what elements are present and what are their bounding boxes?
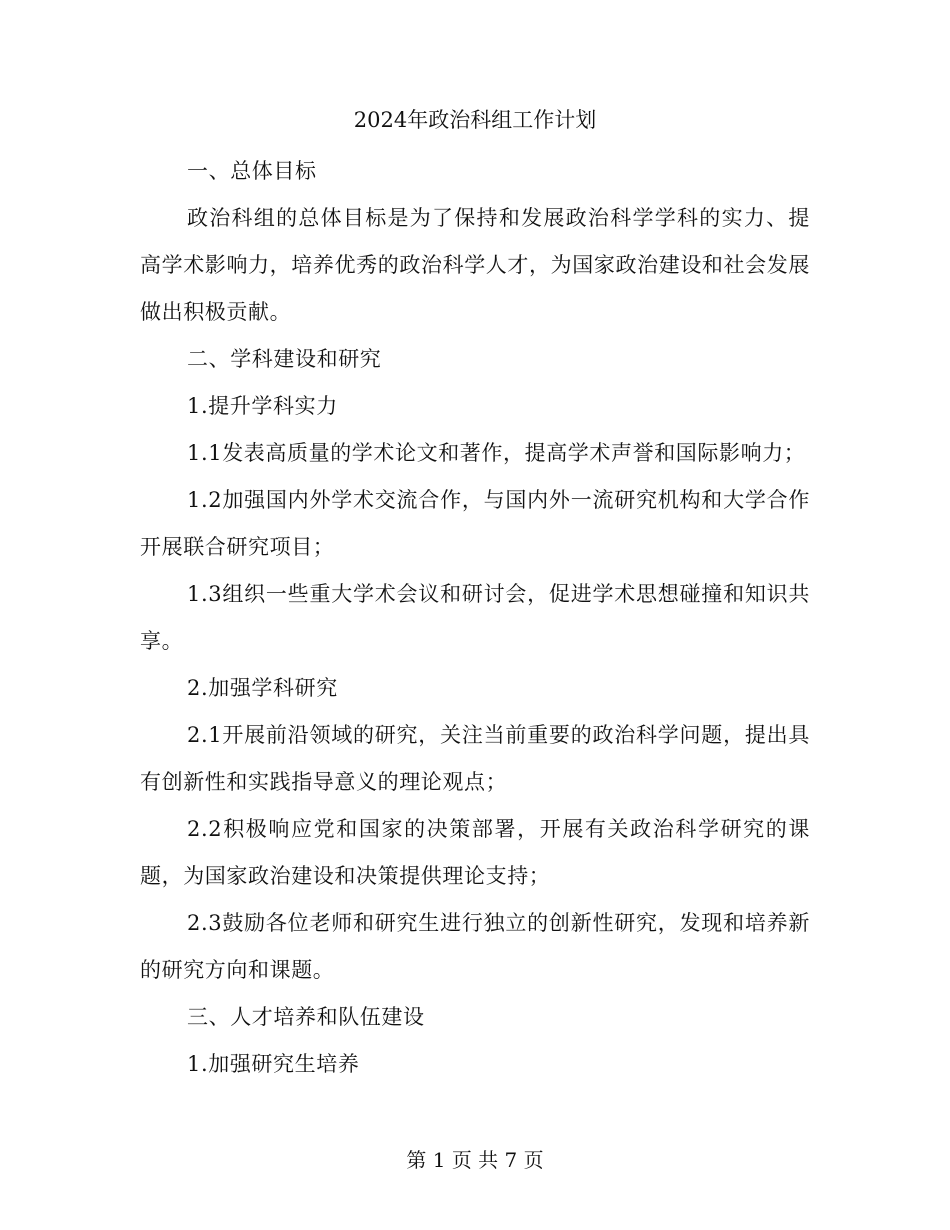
section-heading-overall-goals: 一、总体目标 xyxy=(187,159,317,183)
list-item-1-2: 1.2加强国内外学术交流合作，与国内外一流研究机构和大学合作开展联合研究项目； xyxy=(140,488,810,559)
list-item-2-3: 2.3鼓励各位老师和研究生进行独立的创新性研究，发现和培养新的研究方向和课题。 xyxy=(140,911,810,982)
list-item-2-2: 2.2积极响应党和国家的决策部署，开展有关政治科学研究的课题，为国家政治建设和决策提供理论支持； xyxy=(140,817,810,888)
document-body xyxy=(140,148,810,1088)
section-heading-discipline-research: 二、学科建设和研究 xyxy=(187,347,382,371)
paragraph-overall-goals: 政治科组的总体目标是为了保持和发展政治科学学科的实力、提高学术影响力，培养优秀的政治科学人才，为国家政治建设和社会发展做出积极贡献。 xyxy=(140,206,810,324)
subheading-strengthen-research: 2.加强学科研究 xyxy=(187,676,338,700)
document-title: 2024年政治科组工作计划 xyxy=(353,108,597,132)
list-item-1-3: 1.3组织一些重大学术会议和研讨会，促进学术思想碰撞和知识共享。 xyxy=(140,582,810,653)
list-item-1-1: 1.1发表高质量的学术论文和著作，提高学术声誉和国际影响力； xyxy=(187,441,806,465)
subheading-improve-strength: 1.提升学科实力 xyxy=(187,394,338,418)
subheading-graduate-training: 1.加强研究生培养 xyxy=(187,1052,360,1076)
list-item-2-1: 2.1开展前沿领域的研究，关注当前重要的政治科学问题，提出具有创新性和实践指导意义的理论观点； xyxy=(140,723,810,794)
section-heading-talent-team: 三、人才培养和队伍建设 xyxy=(187,1005,425,1029)
page-number-footer: 第 1 页 共 7 页 xyxy=(406,1148,544,1172)
